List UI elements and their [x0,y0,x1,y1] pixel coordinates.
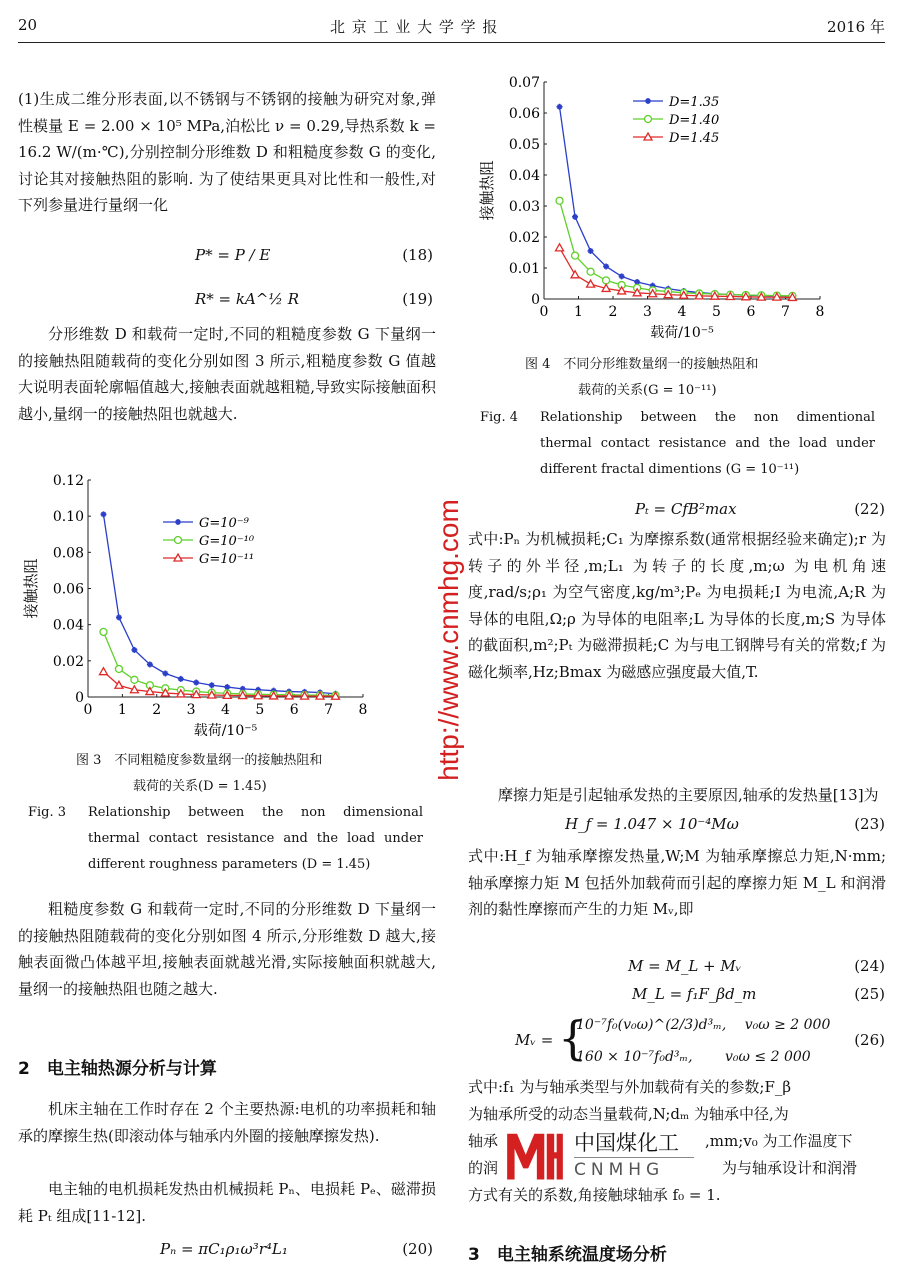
y-tick-label: 0 [75,690,84,706]
circle-marker [175,537,182,544]
y-tick-label: 0.06 [508,106,540,122]
circle-marker [100,628,107,635]
left-para-5 [18,1176,436,1229]
series-line [560,201,793,296]
figure-3-caption-en: Relationship between the non dimensional thermal contact resistance and the load under different roughness parameters (D = 1.45) [88,805,423,872]
figure-4-caption-en-label: Fig. 4 [480,410,519,425]
circle-marker [603,277,610,284]
journal-name: 北 京 工 业 大 学 学 报 [330,18,499,36]
x-tick-label: 4 [677,304,687,320]
right-para-1 [468,526,886,685]
y-tick-label: 0.03 [508,199,540,215]
star-marker [572,214,578,220]
star-marker [193,680,199,686]
paragraph: 电主轴的电机损耗发热由机械损耗 Pₙ、电损耗 Pₑ、磁滞损耗 Pₜ 组成[11-12]. [18,1180,436,1225]
section-heading-2: 2 电主轴热源分析与计算 [18,1059,217,1079]
logo-divider [574,1157,694,1158]
equation-26-case-1: 10⁻⁷f₀(v₀ω)^(2/3)d³ₘ, v₀ω ≥ 2 000 [576,1017,831,1033]
equation-number: (25) [854,985,885,1003]
circle-marker [131,676,138,683]
equation-23: H_f = 1.047 × 10⁻⁴Mω [565,815,739,833]
text-line: 为轴承所受的动态当量载荷,N;dₘ 为轴承中径,为 [468,1105,789,1123]
x-tick-label: 2 [608,304,618,320]
star-marker [116,614,122,620]
x-tick-label: 2 [152,702,162,718]
figure-3-caption-en-label: Fig. 3 [28,805,67,820]
paragraph: 式中:H_f 为轴承摩擦发热量,W;M 为轴承摩擦总力矩,N·mm;轴承摩擦力矩 M 包括外加载荷而引起的摩擦力矩 M_L 和润滑剂的黏性摩擦而产生的力矩 Mᵥ,即 [468,847,886,918]
circle-marker [556,197,563,204]
star-marker [178,676,184,682]
legend-label: G=10⁻¹¹ [199,552,255,567]
triangle-marker [99,668,107,675]
y-tick-label: 0.04 [52,617,84,634]
legend-label: D=1.40 [669,113,720,128]
star-marker [557,104,563,110]
figure-4-caption-en: Relationship between the non dimentional thermal contact resistance and the load under different fractal dimentions (G = 10⁻¹¹) [540,410,875,477]
x-tick-label: 0 [539,304,549,320]
y-axis-label: 接触热阻 [478,160,496,221]
y-tick-label: 0.04 [508,168,540,184]
circle-marker [587,268,594,275]
brace: { [558,1011,588,1065]
paragraph: 粗糙度参数 G 和载荷一定时,不同的分形维数 D 下量纲一的接触热阻随载荷的变化分别如图 4 所示,分形维数 D 越大,接触表面微凸体越平坦,接触表面就越光滑,实际接触面积就越大,量纲一的接触热阻也随之越大. [18,900,436,998]
figure-3-chart [20,470,400,740]
paragraph: 摩擦力矩是引起轴承发热的主要原因,轴承的发热量[13]为 [498,786,879,804]
right-para-3 [468,843,886,923]
star-marker [100,511,106,517]
x-tick-label: 6 [289,702,299,718]
y-tick-label: 0.01 [508,261,540,277]
x-tick-label: 1 [117,702,127,718]
text-line: 的润 [468,1159,499,1177]
triangle-marker [556,244,564,251]
paragraph: (1)生成二维分形表面,以不锈钢与不锈钢的接触为研究对象,弹性模量 E = 2.00 × 10⁵ MPa,泊松比 ν = 0.29,导热系数 k = 16.2 W/(m·℃),分别控制分形维数 D 和粗糙度参数 G 的变化,讨论其对接触热阻的影响. 为了使结果更具对比性和一般性,对下列参量进行量纲一化 [18,90,436,214]
equation-26-case-2: 160 × 10⁻⁷f₀d³ₘ, v₀ω ≤ 2 000 [576,1049,811,1065]
triangle-marker [587,280,595,287]
y-tick-label: 0.02 [52,653,84,670]
figure-4-chart [470,70,850,340]
figure-4-caption-cn: 图 4 不同分形维数量纲一的接触热阻和 [525,357,759,372]
y-axis-label: 接触热阻 [22,558,40,619]
section-heading-3: 3 电主轴系统温度场分析 [468,1245,667,1265]
x-tick-label: 8 [815,304,825,320]
legend-label: D=1.35 [669,95,720,110]
figure-3-caption-cn-2: 载荷的关系(D = 1.45) [133,779,267,794]
y-tick-label: 0.08 [52,545,84,562]
y-tick-label: 0.07 [508,75,540,91]
equation-25: M_L = f₁F_βd_m [632,985,757,1003]
equation-number: (26) [854,1031,885,1049]
paragraph: 式中:Pₙ 为机械损耗;C₁ 为摩擦系数(通常根据经验来确定);r 为转子的外半径,m;L₁ 为转子的长度,m;ω 为电机角速度,rad/s;ρ₁ 为空气密度,kg/m³;Pₑ 为电损耗;I 为电流,A;R 为导体的电阻,Ω;ρ 为导体的电阻率;L 为导体的长度,m;S 为导体的截面积,m²;Pₜ 为磁滞损耗;C 为与电工钢牌号有关的常数;f 为磁化频率,Hz;Bmax 为磁感应强度最大值,T. [468,530,886,681]
equation-number: (19) [402,290,433,308]
paragraph: 机床主轴在工作时存在 2 个主要热源:电机的功率损耗和轴承的摩擦生热(即滚动体与轴承内外圈的接触摩擦发热). [18,1100,436,1145]
legend-label: G=10⁻¹⁰ [199,534,255,549]
text-line: 轴承 [468,1132,499,1150]
y-tick-label: 0.05 [508,137,540,153]
equation-22: Pₜ = CfB²max [635,500,737,518]
left-para-3 [18,896,436,1002]
equation-number: (20) [402,1240,433,1258]
equation-26-lhs: Mᵥ = [515,1031,554,1049]
text-line: 方式有关的系数,角接触球轴承 f₀ = 1. [468,1186,721,1204]
y-tick-label: 0.12 [52,473,84,489]
watermark: http://www.cnmhg.com [433,499,464,781]
text-line: 式中:f₁ 为与轴承类型与外加载荷有关的参数;F_β [468,1078,792,1096]
right-para-2 [468,782,886,809]
y-tick-label: 0.02 [508,230,540,246]
star-marker [175,519,181,525]
equation-18: P* = P / E [195,246,271,264]
star-marker [209,682,215,688]
equation-number: (22) [854,500,885,518]
y-tick-label: 0.10 [52,509,84,526]
equation-number: (18) [402,246,433,264]
x-tick-label: 0 [83,702,93,718]
text-line: ,mm;v₀ 为工作温度下 [705,1132,853,1150]
left-para-1 [18,86,436,219]
star-marker [645,98,651,104]
paragraph: 分形维数 D 和载荷一定时,不同的粗糙度参数 G 下量纲一的接触热阻随载荷的变化分别如图 3 所示,粗糙度参数 G 值越大说明表面轮廓幅值越大,接触表面就越粗糙,导致实际接触面积越小,量纲一的接触热阻也就越大. [18,325,436,423]
legend-label: D=1.45 [669,131,720,146]
text-line: 为与轴承设计和润滑 [722,1159,858,1177]
circle-marker [645,116,652,123]
figure-3-caption-cn: 图 3 不同粗糙度参数量纲一的接触热阻和 [76,753,323,768]
logo-text-en: CNMHG [574,1160,665,1180]
y-tick-label: 0.06 [52,581,84,598]
logo-mark-icon [502,1130,568,1182]
triangle-marker [571,271,579,278]
x-tick-label: 3 [186,702,196,718]
star-marker [162,670,168,676]
header-rule [18,42,885,43]
figure-4-caption-cn-2: 载荷的关系(G = 10⁻¹¹) [578,383,717,398]
x-tick-label: 4 [221,702,230,718]
star-marker [224,684,230,690]
equation-number: (24) [854,957,885,975]
page-number: 20 [18,16,38,34]
equation-24: M = M_L + Mᵥ [628,957,742,975]
x-tick-label: 3 [643,304,652,320]
y-tick-label: 0 [531,292,540,308]
x-tick-label: 1 [574,304,583,320]
circle-marker [115,665,122,672]
left-para-4 [18,1096,436,1149]
x-tick-label: 6 [746,304,756,320]
x-axis-label: 载荷/10⁻⁵ [193,723,258,739]
equation-20: Pₙ = πC₁ρ₁ω³r⁴L₁ [160,1240,288,1258]
circle-marker [572,252,579,259]
x-tick-label: 7 [324,702,334,718]
left-para-2 [18,321,436,427]
x-tick-label: 5 [255,702,265,718]
year: 2016 年 [827,18,885,36]
legend-label: G=10⁻⁹ [199,516,249,531]
x-tick-label: 5 [712,304,721,320]
equation-19: R* = kA^½ R [195,290,299,308]
equation-number: (23) [854,815,885,833]
x-axis-label: 载荷/10⁻⁵ [650,325,714,340]
x-tick-label: 7 [781,304,790,320]
cnmhg-logo [502,1130,702,1182]
x-tick-label: 8 [358,702,368,718]
logo-text-cn: 中国煤化工 [574,1131,679,1155]
